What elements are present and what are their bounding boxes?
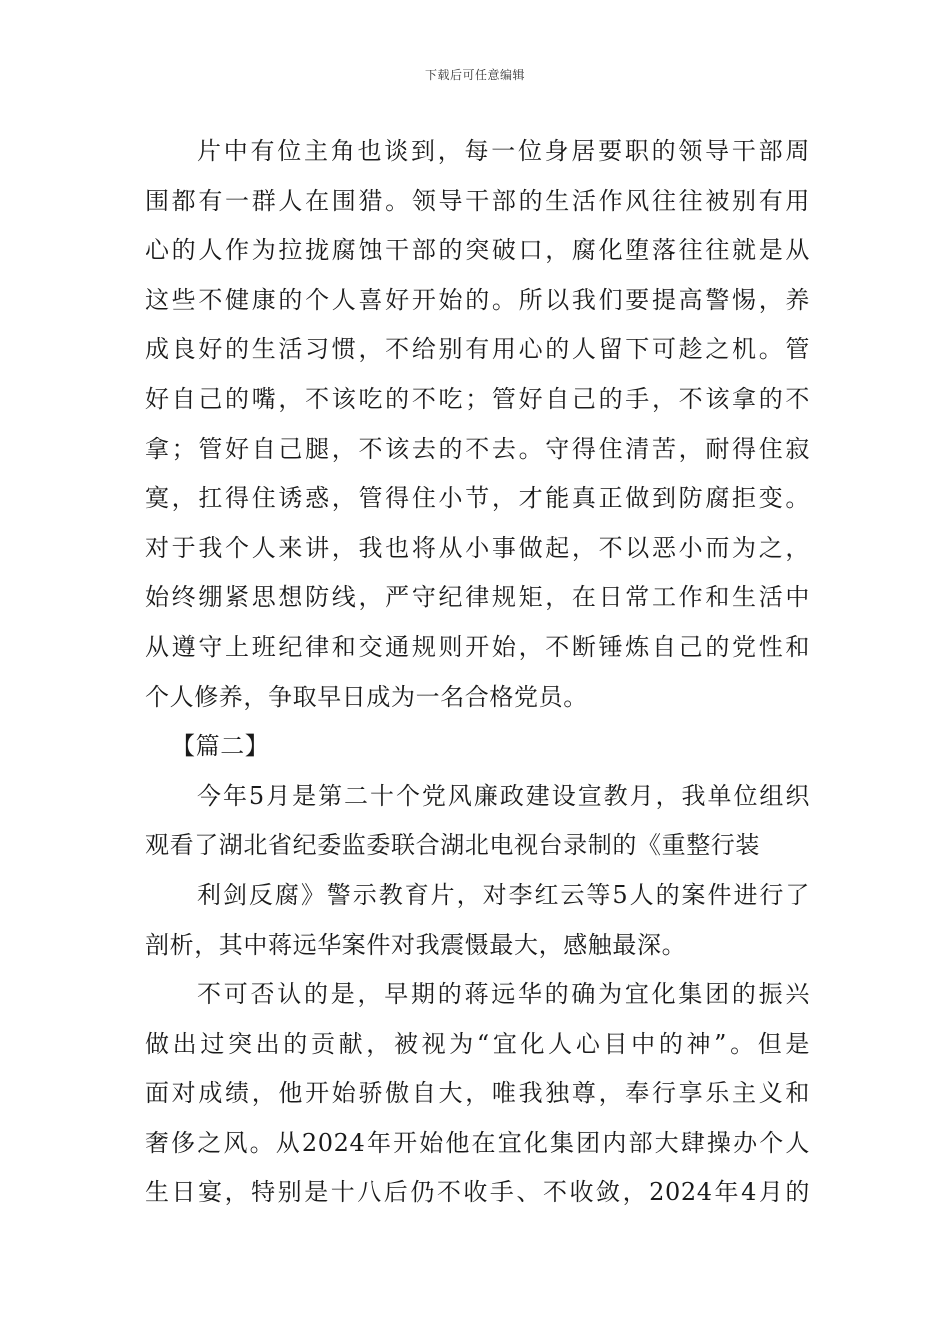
- text-line: 利剑反腐》警示教育片，对李红云等5人的案件进行了: [197, 880, 810, 909]
- text-line: 片中有位主角也谈到，每一位身居要职的领导干部周: [197, 137, 810, 165]
- header-note: 下载后可任意编辑: [424, 68, 525, 82]
- text-line: 今年5月是第二十个党风廉政建设宣教月，我单位组织: [197, 781, 810, 810]
- text-line: 对于我个人来讲，我也将从小事做起，不以恶小而为之，: [145, 533, 810, 562]
- text-line: 心的人作为拉拢腐蚀干部的突破口，腐化堕落往往就是从: [145, 236, 810, 265]
- section-heading: 【篇二】: [171, 732, 270, 761]
- text-line: 不可否认的是，早期的蒋远华的确为宜化集团的振兴: [197, 980, 810, 1009]
- text-line: 拿；管好自己腿，不该去的不去。守得住清苦，耐得住寂: [145, 434, 810, 463]
- text-line: 剖析，其中蒋远华案件对我震慑最大，感触最深。: [145, 930, 687, 959]
- text-line: 奢侈之风。从2024年开始他在宜化集团内部大肆操办个人: [145, 1128, 810, 1157]
- text-line: 面对成绩，他开始骄傲自大，唯我独尊，奉行享乐主义和: [145, 1079, 810, 1108]
- text-line: 从遵守上班纪律和交通规则开始，不断锤炼自己的党性和: [145, 632, 810, 661]
- text-line: 成良好的生活习惯，不给别有用心的人留下可趁之机。管: [145, 335, 810, 364]
- text-line: 好自己的嘴，不该吃的不吃；管好自己的手，不该拿的不: [145, 384, 810, 413]
- text-line: 做出过突出的贡献，被视为“宜化人心目中的神”。但是: [145, 1029, 810, 1058]
- text-line: 个人修养，争取早日成为一名合格党员。: [145, 682, 588, 711]
- text-line: 观看了湖北省纪委监委联合湖北电视台录制的《重整行装: [145, 831, 760, 860]
- text-line: 围都有一群人在围猎。领导干部的生活作风往往被别有用: [145, 186, 810, 215]
- text-line: 这些不健康的个人喜好开始的。所以我们要提高警惕，养: [145, 285, 810, 314]
- text-line: 生日宴，特别是十八后仍不收手、不收敛，2024年4月的: [145, 1178, 810, 1207]
- text-line: 始终绷紧思想防线，严守纪律规矩，在日常工作和生活中: [145, 583, 810, 612]
- document-body: [145, 127, 810, 1218]
- text-line: 寞，扛得住诱惑，管得住小节，才能真正做到防腐拒变。: [145, 484, 810, 513]
